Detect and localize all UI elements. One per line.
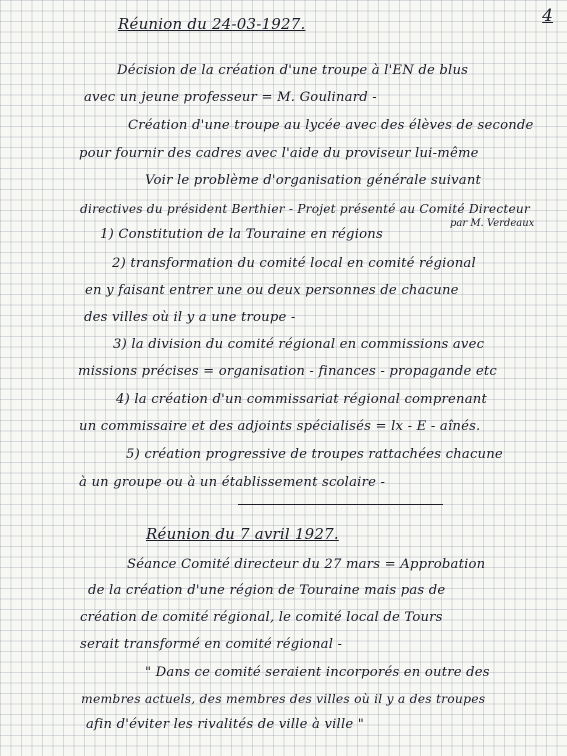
page-number: 4	[542, 6, 553, 26]
meeting-2-line: membres actuels, des membres des villes où il y a des troupes	[81, 691, 486, 706]
meeting-2-line: " Dans ce comité seraient incorporés en outre des	[145, 665, 490, 680]
meeting-1-line: 4) la création d'un commissariat régional comprenant	[116, 392, 487, 407]
meeting-1-line: Création d'une troupe au lycée avec des élèves de seconde	[128, 118, 534, 133]
meeting-2-line: afin d'éviter les rivalités de ville à ville "	[86, 717, 365, 732]
meeting-2-line: Séance Comité directeur du 27 mars = Approbation	[127, 557, 486, 572]
meeting-1-line: 5) création progressive de troupes rattachées chacune	[126, 447, 503, 462]
meeting-1-title: Réunion du 24-03-1927.	[118, 15, 306, 33]
meeting-1-line: Décision de la création d'une troupe à l'EN de blus	[117, 63, 469, 78]
meeting-1-line: missions précises = organisation - finances - propagande etc	[78, 364, 497, 379]
meeting-1-line: avec un jeune professeur = M. Goulinard -	[84, 90, 377, 105]
meeting-1-line: un commissaire et des adjoints spécialisés = lx - E - aînés.	[79, 419, 481, 434]
meeting-1-line: 1) Constitution de la Touraine en régions	[100, 227, 383, 242]
section-divider	[238, 504, 443, 505]
meeting-2-line: création de comité régional, le comité local de Tours	[80, 610, 443, 625]
meeting-2-line: de la création d'une région de Touraine mais pas de	[88, 583, 446, 598]
meeting-1-line: directives du président Berthier - Projet présenté au Comité Directeur	[80, 202, 530, 216]
meeting-1-line: pour fournir des cadres avec l'aide du proviseur lui-même	[79, 146, 479, 161]
side-note: par M. Verdeaux	[450, 218, 535, 229]
meeting-1-line: à un groupe ou à un établissement scolaire -	[79, 475, 386, 490]
meeting-1-line: 2) transformation du comité local en comité régional	[112, 256, 476, 271]
meeting-1-line: 3) la division du comité régional en commissions avec	[113, 337, 485, 352]
meeting-1-line: Voir le problème d'organisation générale suivant	[145, 173, 482, 188]
meeting-1-line: en y faisant entrer une ou deux personnes de chacune	[85, 283, 459, 298]
meeting-2-line: serait transformé en comité régional -	[80, 637, 343, 652]
meeting-1-line: des villes où il y a une troupe -	[84, 310, 296, 325]
meeting-2-title: Réunion du 7 avril 1927.	[146, 525, 339, 543]
